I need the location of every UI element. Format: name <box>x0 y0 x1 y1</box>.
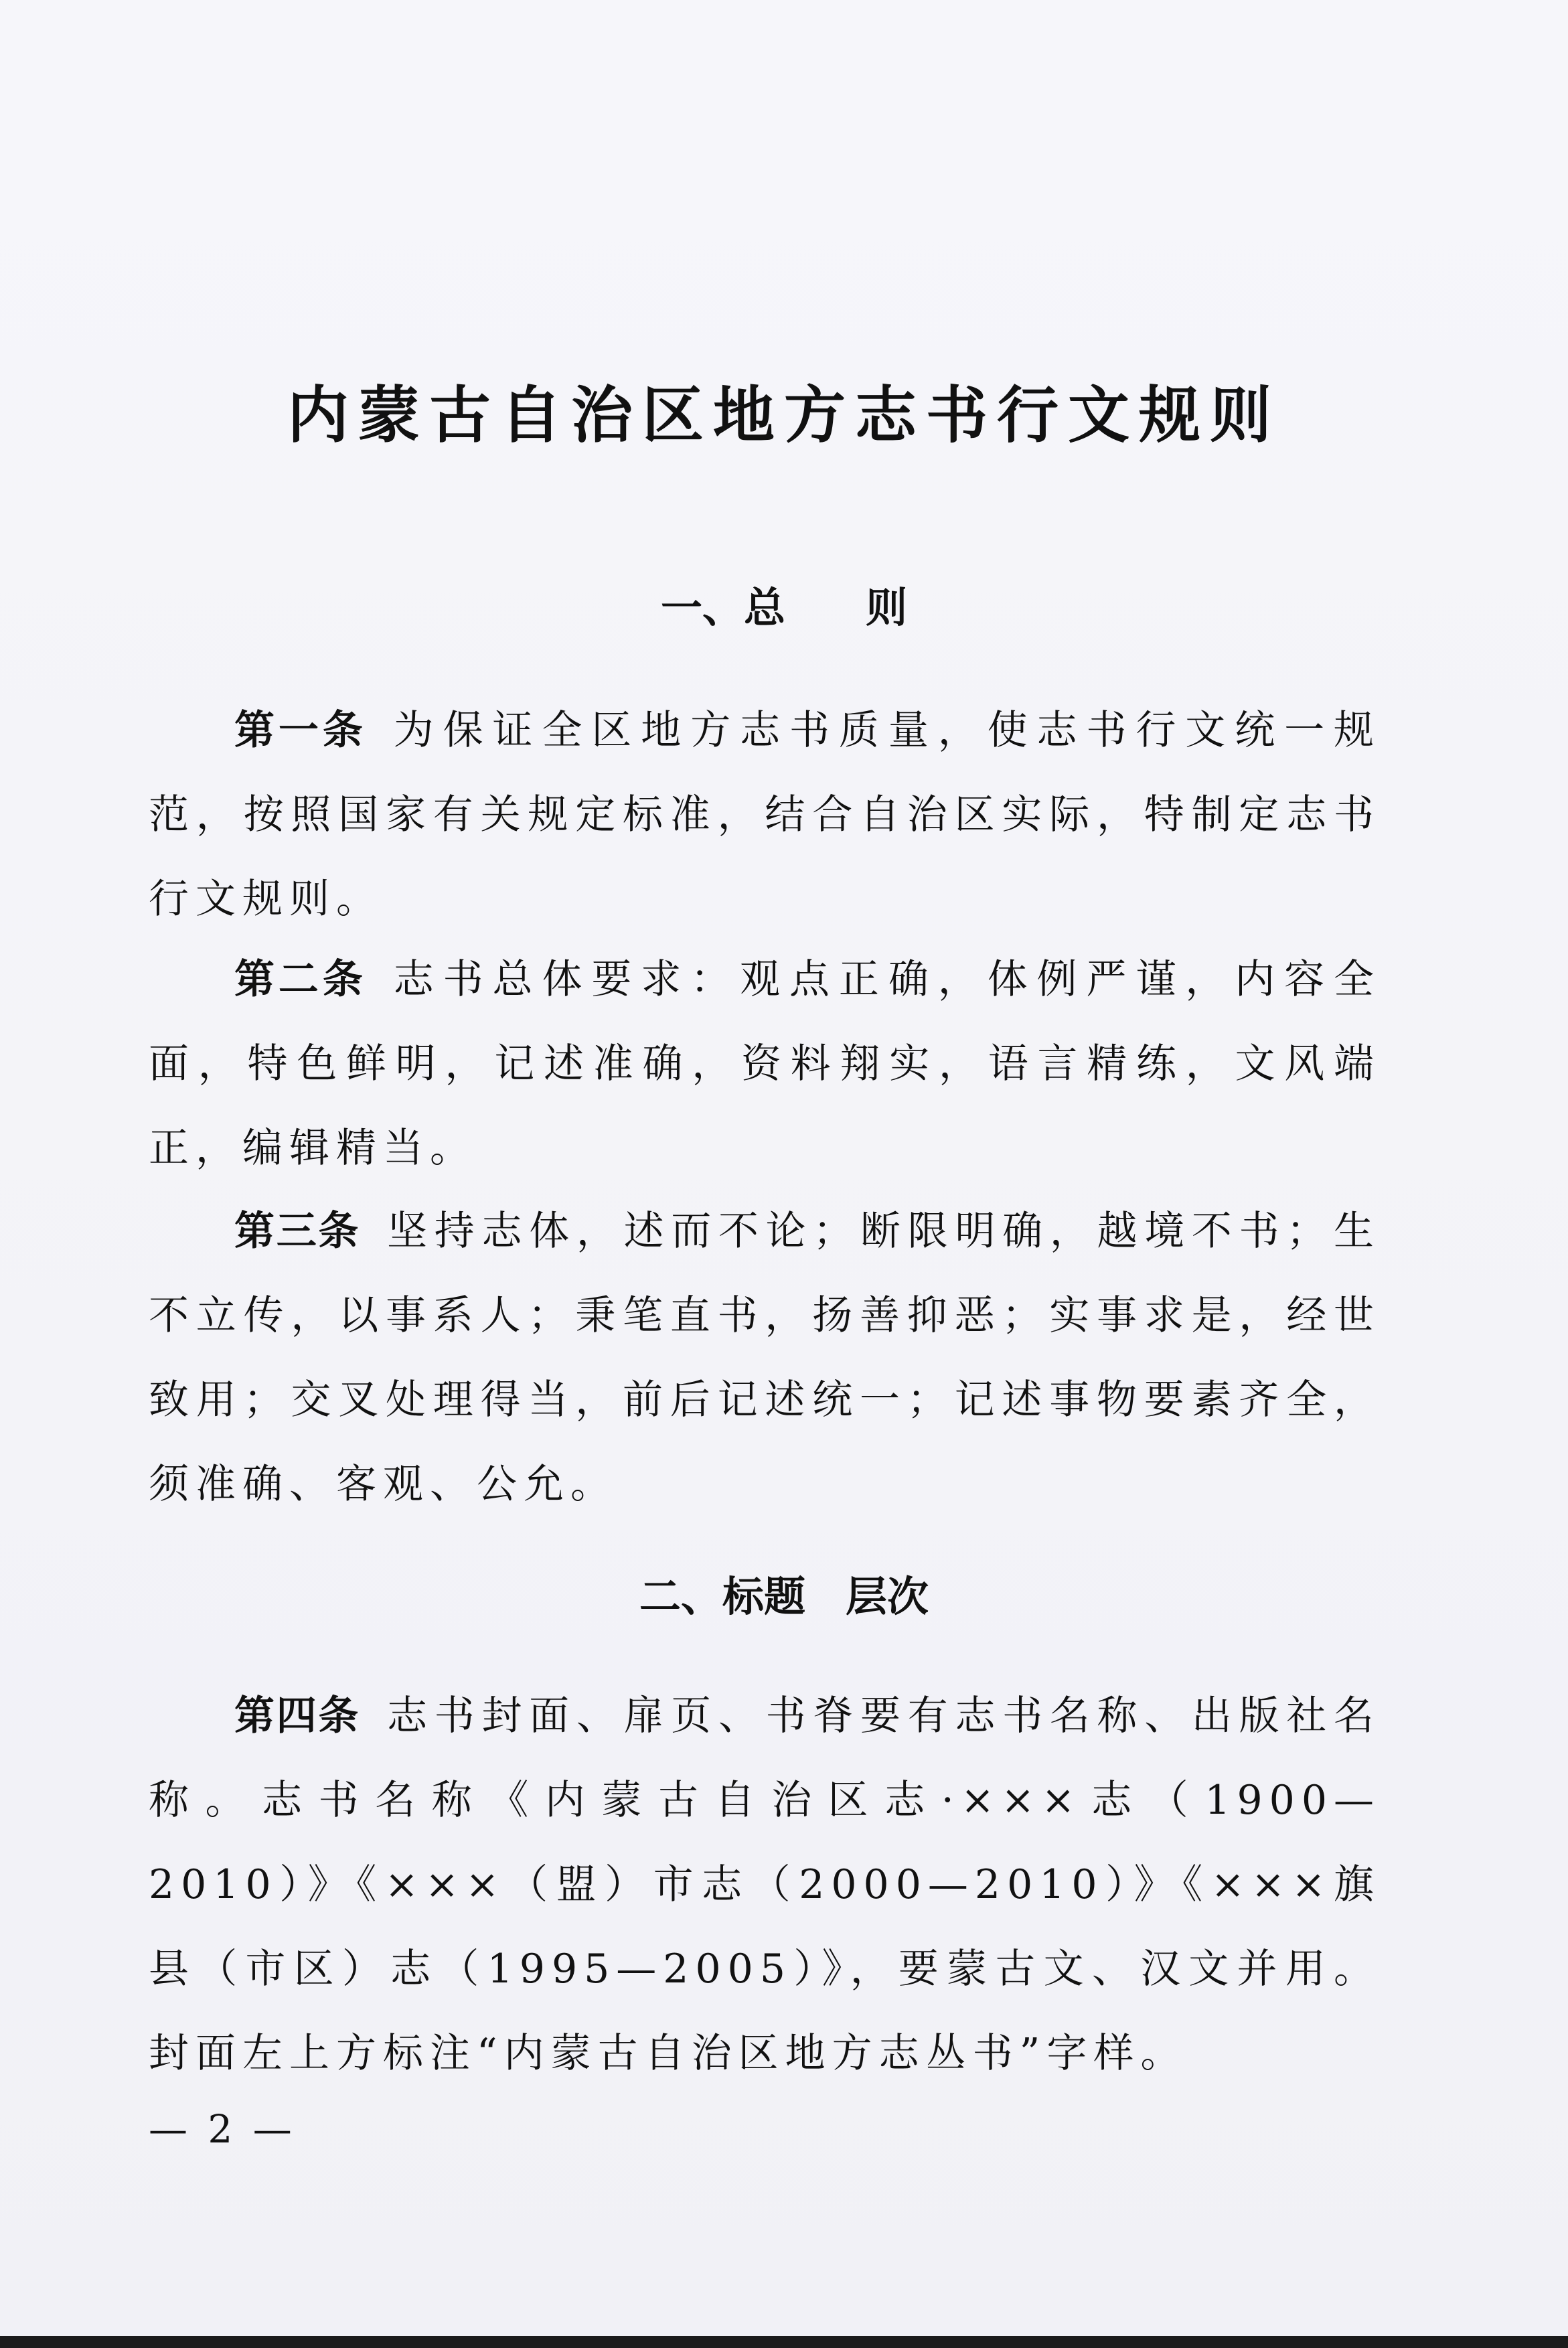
article-text: 志书总体要求：观点正确，体例严谨，内容全面，特色鲜明，记述准确，资料翔实，语言精练，文风端正，编辑精当。 <box>149 956 1381 1172</box>
section-heading-number: 二、标题 <box>639 1572 805 1621</box>
article-text: 坚持志体，述而不论；断限明确，越境不书；生不立传，以事系人；秉笔直书，扬善抑恶；实事求是，经世致用；交叉处理得当，前后记述统一；记述事物要素齐全，须准确、客观、公允。 <box>149 1208 1381 1508</box>
article-1 <box>149 688 1381 941</box>
page-number: — 2 — <box>149 2106 296 2152</box>
document-title: 内蒙古自治区地方志书行文规则 <box>287 379 1281 451</box>
section-heading-name: 则 <box>866 583 908 632</box>
scan-bottom-edge <box>0 2336 1568 2348</box>
article-2 <box>149 937 1381 1190</box>
article-3 <box>149 1189 1381 1527</box>
section-heading-titles-levels <box>0 1570 1568 1624</box>
article-label: 第三条 <box>234 1208 361 1255</box>
article-text: 为保证全区地方志书质量，使志书行文统一规范，按照国家有关规定标准，结合自治区实际，特制定志书行文规则。 <box>149 707 1381 923</box>
article-label: 第一条 <box>234 707 367 754</box>
section-heading-number: 一、总 <box>660 583 785 632</box>
article-label: 第四条 <box>234 1693 361 1739</box>
article-4 <box>149 1674 1381 2096</box>
section-heading-name: 层次 <box>846 1572 929 1621</box>
article-label: 第二条 <box>234 956 367 1003</box>
section-heading-general <box>0 581 1568 635</box>
article-text: 志书封面、扉页、书脊要有志书名称、出版社名称。志书名称《内蒙古自治区志·×××志（1900—2010）》《×××（盟）市志（2000—2010）》《×××旗县（市区）志（1995—2005）》，要蒙古文、汉文并用。封面左上方标注“内蒙古自治区地方志丛书”字样。 <box>149 1693 1381 2077</box>
